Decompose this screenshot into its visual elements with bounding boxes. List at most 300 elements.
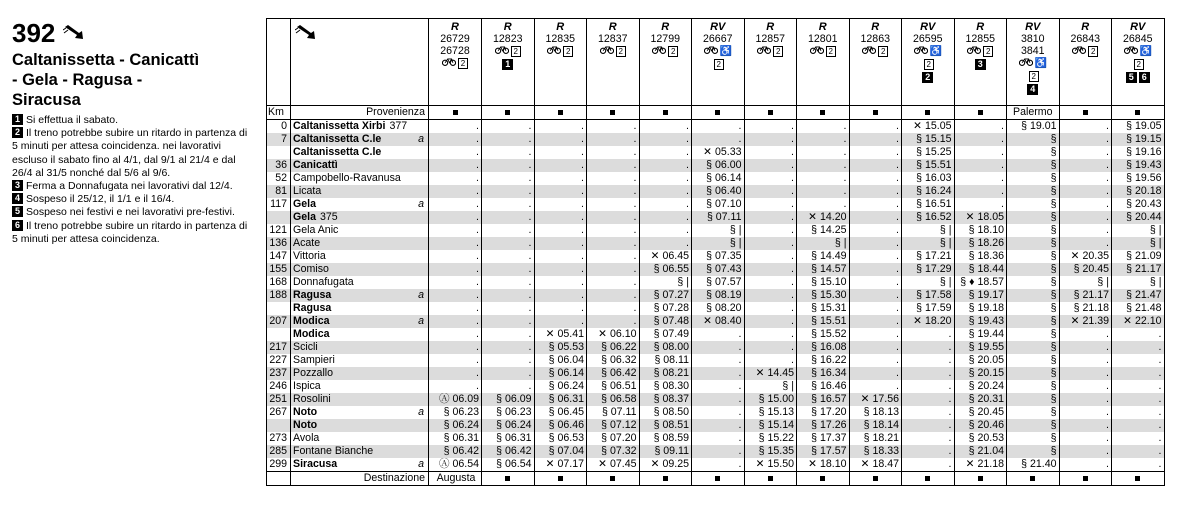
time-cell: . <box>482 146 535 159</box>
station-label: Noto <box>293 406 318 418</box>
second-class-line <box>692 58 744 70</box>
km-value: 168 <box>267 276 291 289</box>
note-badge: 3 <box>975 59 986 70</box>
time-cell: . <box>587 133 640 146</box>
time-cell: § 19.15 <box>1112 133 1165 146</box>
station-name <box>291 367 429 380</box>
time-cell: . <box>744 185 797 198</box>
note-badge: 6 <box>1139 72 1150 83</box>
direction-arrow-icon <box>295 25 317 41</box>
time-cell: . <box>1059 185 1112 198</box>
time-cell: § 18.33 <box>849 445 902 458</box>
second-class-icon: 2 <box>1134 59 1144 70</box>
origin-marker <box>453 110 458 115</box>
timetable-info <box>12 18 250 246</box>
station-label: Avola <box>293 432 320 444</box>
station-row <box>267 302 1165 315</box>
time-cell: . <box>429 367 482 380</box>
station-suffix: 375 <box>319 211 338 223</box>
time-cell: . <box>639 159 692 172</box>
station-row <box>267 315 1165 328</box>
train-services <box>955 45 1007 57</box>
time-cell: . <box>429 276 482 289</box>
station-name <box>291 328 429 341</box>
note-badges <box>1007 83 1059 95</box>
train-category: R <box>661 21 670 33</box>
time-cell: § 20.05 <box>954 354 1007 367</box>
time-cell: § 17.57 <box>797 445 850 458</box>
provenienza-cell <box>692 106 745 120</box>
note-6: 6 Il treno potrebbe subire un ritardo in partenza di 5 minuti per attesa coincidenza. <box>12 219 248 245</box>
time-cell: . <box>639 185 692 198</box>
time-cell: § | <box>692 224 745 237</box>
time-cell: § 19.16 <box>1112 146 1165 159</box>
station-row <box>267 432 1165 445</box>
time-cell: § 18.14 <box>849 419 902 432</box>
time-cell: . <box>429 289 482 302</box>
time-cell: § 17.59 <box>902 302 955 315</box>
timetable-grid <box>266 18 1165 486</box>
origin-marker <box>873 110 878 115</box>
time-cell: § 07.49 <box>639 328 692 341</box>
time-cell: . <box>534 315 587 328</box>
km-value <box>267 211 291 224</box>
time-cell: § <box>1007 367 1060 380</box>
provenienza-cell <box>744 106 797 120</box>
time-cell: ✕ 17.56 <box>849 393 902 406</box>
km-value: 188 <box>267 289 291 302</box>
time-cell: . <box>902 354 955 367</box>
time-cell: § <box>1007 185 1060 198</box>
time-cell: . <box>534 146 587 159</box>
train-number: 12823 <box>493 33 523 45</box>
station-name <box>291 289 429 302</box>
time-cell: § 09.11 <box>639 445 692 458</box>
station-name <box>291 419 429 432</box>
provenienza-label: Provenienza <box>291 106 429 120</box>
time-cell: . <box>429 159 482 172</box>
km-header: Km <box>267 106 291 120</box>
time-cell: . <box>692 367 745 380</box>
train-header-1 <box>482 19 535 106</box>
time-cell: . <box>429 237 482 250</box>
time-cell: . <box>534 159 587 172</box>
time-cell: § 17.26 <box>797 419 850 432</box>
time-cell: § 06.14 <box>692 172 745 185</box>
bicycle-icon <box>495 45 509 54</box>
time-cell: . <box>429 250 482 263</box>
time-cell: § <box>1007 380 1060 393</box>
time-cell: § 21.47 <box>1112 289 1165 302</box>
note-2: 2 Il treno potrebbe subire un ritardo in partenza di 5 minuti per attesa coincidenza. nei lavorativi escluso il sabato fino al 4/1, dal 9/1 al 21/4 e dal 26/4 al 31/5 nonché dal 5/6 al 9/6. <box>12 127 248 179</box>
time-cell: § 15.15 <box>902 133 955 146</box>
time-cell: . <box>482 328 535 341</box>
time-cell: ✕ 21.39 <box>1059 315 1112 328</box>
time-cell: . <box>954 159 1007 172</box>
time-cell: . <box>744 328 797 341</box>
destinazione-label: Destinazione <box>291 472 429 486</box>
time-cell: . <box>587 146 640 159</box>
time-cell: . <box>902 432 955 445</box>
time-cell: § 20.45 <box>1059 263 1112 276</box>
bicycle-icon <box>652 45 666 54</box>
time-cell: § <box>1007 224 1060 237</box>
provenienza-cell <box>482 106 535 120</box>
time-cell: . <box>692 458 745 472</box>
destinazione-cell <box>954 472 1007 486</box>
bicycle-icon <box>1072 45 1086 54</box>
time-cell: . <box>692 393 745 406</box>
train-number: 26667 <box>703 33 733 45</box>
train-header-10 <box>954 19 1007 106</box>
station-name <box>291 380 429 393</box>
km-value: 52 <box>267 172 291 185</box>
time-cell: . <box>902 458 955 472</box>
bicycle-icon <box>810 45 824 54</box>
note-badge: 5 <box>1126 72 1137 83</box>
time-cell: . <box>744 289 797 302</box>
time-cell: . <box>849 250 902 263</box>
time-cell: . <box>1059 211 1112 224</box>
time-cell: . <box>482 302 535 315</box>
time-cell: § 17.37 <box>797 432 850 445</box>
time-cell: ✕ 06.45 <box>639 250 692 263</box>
time-cell: . <box>849 159 902 172</box>
time-cell: . <box>1059 224 1112 237</box>
time-cell: . <box>587 263 640 276</box>
time-cell: § 15.35 <box>744 445 797 458</box>
station-name <box>291 393 429 406</box>
note-5: 5 Sospeso nei festivi e nei lavorativi pre-festivi. <box>12 206 250 219</box>
station-name <box>291 224 429 237</box>
train-number: 12799 <box>650 33 680 45</box>
destinazione-cell <box>902 472 955 486</box>
time-cell: . <box>639 224 692 237</box>
provenienza-cell <box>954 106 1007 120</box>
time-cell: ✕ 06.10 <box>587 328 640 341</box>
time-cell: . <box>692 133 745 146</box>
time-cell: . <box>744 237 797 250</box>
km-value: 237 <box>267 367 291 380</box>
time-cell: § 15.13 <box>744 406 797 419</box>
station-row <box>267 406 1165 419</box>
station-suffix: a <box>418 315 424 327</box>
km-value: 147 <box>267 250 291 263</box>
time-cell: § 21.18 <box>1059 302 1112 315</box>
time-cell: . <box>1059 159 1112 172</box>
time-cell: § <box>1007 146 1060 159</box>
time-cell: . <box>954 172 1007 185</box>
destinazione-cell <box>797 472 850 486</box>
time-cell: § 16.57 <box>797 393 850 406</box>
time-cell: . <box>954 185 1007 198</box>
time-cell: . <box>1112 445 1165 458</box>
train-services <box>1007 57 1059 70</box>
time-cell: . <box>797 198 850 211</box>
time-cell: § <box>1007 432 1060 445</box>
station-label: Gela <box>293 211 316 223</box>
time-cell: ✕ 08.40 <box>692 315 745 328</box>
time-cell: . <box>1059 328 1112 341</box>
time-cell: . <box>1059 445 1112 458</box>
time-cell: § <box>1007 237 1060 250</box>
destinazione-cell <box>482 472 535 486</box>
time-cell: . <box>954 198 1007 211</box>
time-cell: . <box>482 289 535 302</box>
station-label: Fontane Bianche <box>293 445 374 457</box>
time-cell: . <box>849 328 902 341</box>
time-cell: § 06.42 <box>429 445 482 458</box>
time-cell: . <box>587 185 640 198</box>
time-cell: . <box>744 172 797 185</box>
station-name <box>291 276 429 289</box>
destinazione-cell <box>534 472 587 486</box>
time-cell: § | <box>1112 224 1165 237</box>
time-cell: § 19.18 <box>954 302 1007 315</box>
train-services <box>797 45 849 57</box>
destination-marker <box>505 476 510 481</box>
destination-marker <box>768 476 773 481</box>
station-label: Ispica <box>293 380 321 392</box>
second-class-icon: 2 <box>983 46 993 57</box>
station-row <box>267 211 1165 224</box>
time-cell: § 06.40 <box>692 185 745 198</box>
second-class-line <box>902 58 954 70</box>
second-class-icon: 2 <box>511 46 521 57</box>
time-cell: . <box>744 341 797 354</box>
time-cell: . <box>534 289 587 302</box>
time-cell: § 16.03 <box>902 172 955 185</box>
origin-marker <box>925 110 930 115</box>
time-cell: § | <box>902 237 955 250</box>
time-cell: . <box>534 276 587 289</box>
time-cell: § 18.44 <box>954 263 1007 276</box>
origin-marker <box>610 110 615 115</box>
time-cell: . <box>1059 120 1112 134</box>
time-cell: ✕ 07.17 <box>534 458 587 472</box>
origin-marker <box>505 110 510 115</box>
train-number: 26845 <box>1123 33 1153 45</box>
second-class-icon: 2 <box>714 59 724 70</box>
header-blank <box>267 19 291 106</box>
train-number: 3841 <box>1020 45 1045 57</box>
train-header-8 <box>849 19 902 106</box>
train-category: RV <box>1025 21 1041 33</box>
time-cell: § 15.52 <box>797 328 850 341</box>
km-value <box>267 419 291 432</box>
time-cell: § 06.42 <box>587 367 640 380</box>
km-value <box>267 146 291 159</box>
time-cell: § 15.10 <box>797 276 850 289</box>
time-cell: . <box>482 276 535 289</box>
time-cell: § <box>1007 172 1060 185</box>
train-services <box>1112 45 1164 58</box>
time-cell: § 21.17 <box>1059 289 1112 302</box>
train-header-11 <box>1007 19 1060 106</box>
station-name <box>291 159 429 172</box>
bicycle-icon <box>547 45 561 54</box>
time-cell: § 07.04 <box>534 445 587 458</box>
bicycle-icon <box>967 45 981 54</box>
time-cell: ✕ 18.47 <box>849 458 902 472</box>
destinazione-cell: Augusta <box>429 472 482 486</box>
station-label: Ragusa <box>293 302 332 314</box>
time-cell: § 20.43 <box>1112 198 1165 211</box>
time-cell: § 06.32 <box>587 354 640 367</box>
station-row <box>267 341 1165 354</box>
train-number: 12837 <box>598 33 628 45</box>
time-cell: . <box>849 289 902 302</box>
train-category: R <box>451 21 459 33</box>
time-cell: § 08.30 <box>639 380 692 393</box>
station-suffix: a <box>418 458 424 470</box>
time-cell: . <box>744 198 797 211</box>
train-services <box>429 57 481 69</box>
time-cell: . <box>639 120 692 134</box>
time-cell: . <box>797 172 850 185</box>
time-cell: . <box>744 276 797 289</box>
time-cell: . <box>1059 146 1112 159</box>
time-cell: . <box>639 198 692 211</box>
second-class-icon: 2 <box>668 46 678 57</box>
train-services <box>1060 45 1112 57</box>
time-cell: Ⓐ 06.54 <box>429 458 482 472</box>
provenienza-cell <box>1112 106 1165 120</box>
km-value: 7 <box>267 133 291 146</box>
provenienza-cell <box>587 106 640 120</box>
station-name <box>291 445 429 458</box>
time-cell: § 15.51 <box>902 159 955 172</box>
time-cell: . <box>429 224 482 237</box>
time-cell: § 06.22 <box>587 341 640 354</box>
station-suffix: 377 <box>389 120 408 132</box>
time-cell: ✕ 15.50 <box>744 458 797 472</box>
station-label: Ragusa <box>293 289 332 301</box>
station-name <box>291 341 429 354</box>
time-cell: § | <box>639 276 692 289</box>
time-cell: . <box>482 341 535 354</box>
time-cell: § 06.23 <box>429 406 482 419</box>
train-category: R <box>818 21 827 33</box>
origin-marker <box>820 110 825 115</box>
time-cell: . <box>1112 458 1165 472</box>
time-cell: . <box>849 120 902 134</box>
time-cell: § 06.14 <box>534 367 587 380</box>
time-cell: . <box>1059 133 1112 146</box>
time-cell: . <box>534 250 587 263</box>
time-cell: . <box>1112 419 1165 432</box>
time-cell: . <box>692 406 745 419</box>
time-cell: . <box>692 445 745 458</box>
time-cell: . <box>534 172 587 185</box>
station-row <box>267 172 1165 185</box>
time-cell: § 20.24 <box>954 380 1007 393</box>
time-cell: § <box>1007 315 1060 328</box>
time-cell: . <box>429 198 482 211</box>
train-header-9 <box>902 19 955 106</box>
station-row <box>267 419 1165 432</box>
station-label: Modica <box>293 315 330 327</box>
time-cell: § 21.48 <box>1112 302 1165 315</box>
time-cell: § 07.11 <box>587 406 640 419</box>
time-cell: § 06.00 <box>692 159 745 172</box>
station-row <box>267 354 1165 367</box>
header-direction <box>291 19 429 106</box>
time-cell: ✕ 21.18 <box>954 458 1007 472</box>
station-name <box>291 211 429 224</box>
time-cell: . <box>744 146 797 159</box>
time-cell: § 08.19 <box>692 289 745 302</box>
note-badge: 4 <box>1027 84 1038 95</box>
train-category: RV <box>710 21 726 33</box>
destination-marker <box>715 476 720 481</box>
time-cell: § <box>1007 419 1060 432</box>
station-label: Caltanissetta C.le <box>293 146 382 158</box>
time-cell: . <box>1112 393 1165 406</box>
time-cell: § 20.46 <box>954 419 1007 432</box>
station-name <box>291 302 429 315</box>
note-badge: 2 <box>922 72 933 83</box>
bicycle-icon <box>442 57 456 66</box>
time-cell: . <box>849 211 902 224</box>
train-category: R <box>871 21 880 33</box>
destinazione-cell <box>1112 472 1165 486</box>
time-cell: . <box>587 289 640 302</box>
station-label: Vittoria <box>293 250 326 262</box>
station-row <box>267 393 1165 406</box>
destination-marker <box>610 476 615 481</box>
time-cell: . <box>534 224 587 237</box>
time-cell: . <box>482 237 535 250</box>
time-cell: § 06.31 <box>429 432 482 445</box>
time-cell: . <box>954 146 1007 159</box>
station-label: Comiso <box>293 263 329 275</box>
time-cell: . <box>744 211 797 224</box>
time-cell: § 15.14 <box>744 419 797 432</box>
station-name <box>291 315 429 328</box>
station-name <box>291 458 429 472</box>
station-row <box>267 198 1165 211</box>
time-cell: . <box>954 133 1007 146</box>
time-cell: § | <box>902 276 955 289</box>
time-cell: . <box>429 263 482 276</box>
train-services <box>902 45 954 58</box>
destination-marker <box>1135 476 1140 481</box>
station-label: Sampieri <box>293 354 335 366</box>
provenienza-cell <box>797 106 850 120</box>
km-value: 267 <box>267 406 291 419</box>
time-cell: . <box>849 367 902 380</box>
note-4: 4 Sospeso il 25/12, il 1/1 e il 16/4. <box>12 193 250 206</box>
km-value: 299 <box>267 458 291 472</box>
destination-marker <box>663 476 668 481</box>
station-row <box>267 289 1165 302</box>
time-cell: . <box>744 354 797 367</box>
time-cell: ✕ 18.10 <box>797 458 850 472</box>
time-cell: § 15.51 <box>797 315 850 328</box>
time-cell: . <box>639 146 692 159</box>
km-value: 285 <box>267 445 291 458</box>
time-cell: . <box>692 380 745 393</box>
train-category: RV <box>920 21 936 33</box>
time-cell: § 16.22 <box>797 354 850 367</box>
time-cell: . <box>744 224 797 237</box>
provenienza-cell <box>534 106 587 120</box>
station-suffix: a <box>418 289 424 301</box>
station-label: Canicattì <box>293 159 338 171</box>
station-suffix: a <box>418 198 424 210</box>
time-cell: ✕ 18.20 <box>902 315 955 328</box>
